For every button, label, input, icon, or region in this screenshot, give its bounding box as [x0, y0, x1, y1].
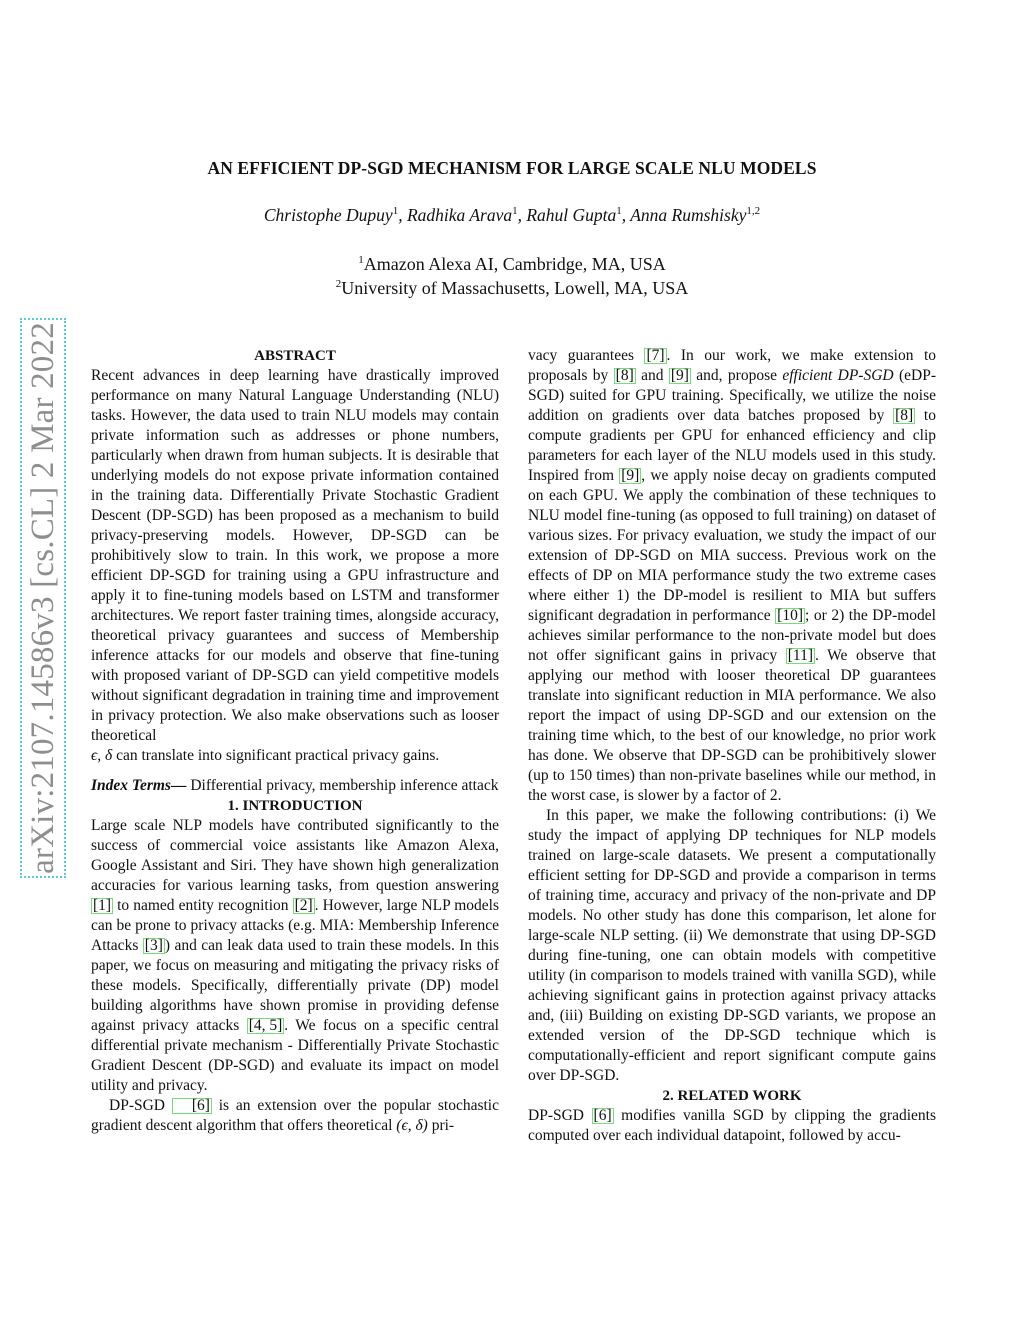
text-run: (eDP-SGD) suited for GPU training. Specifically, we utilize the noise addition on gradients over data batches proposed by	[528, 367, 936, 424]
citation-link[interactable]: [8]	[895, 407, 914, 424]
text-run: to named entity recognition	[113, 897, 293, 914]
introduction-heading: 1. INTRODUCTION	[227, 798, 363, 814]
introduction-paragraph-2	[91, 1096, 499, 1136]
text-run: pri-	[427, 1117, 455, 1134]
abstract-body: Recent advances in deep learning have drastically improved performance on many Natural Language Understanding (NLU) tasks. However, the data used to train NLU models may contain private information such as addresses or phone numbers, particularly when drawn from human subjects. It is desirable that underlying models do not expose private information contained in the training data. Differentially Private Stochastic Gradient Descent (DP-SGD) has been proposed as a mechanism to build privacy-preserving models. However, DP-SGD can be prohibitively slow to train. In this work, we propose a more efficient DP-SGD for training using a GPU infrastructure and apply it to fine-tuning models based on LSTM and transformer architectures. We report faster training times, alongside accuracy, theoretical privacy guarantees and success of Membership inference attacks for our models and observe that fine-tuning with proposed variant of DP-SGD can yield competitive models without significant degradation in training time and improvement in privacy protection. We also make observations such as looser theoretical	[91, 367, 499, 744]
affiliation-1	[0, 254, 1024, 275]
text-run: to compute gradients per GPU for enhanced efficiency and clip parameters for each layer of the NLU models used in this study. Inspired from	[528, 407, 936, 484]
epsilon-delta-expression: (ϵ, δ)	[396, 1117, 428, 1134]
citation-link[interactable]: [1]	[93, 897, 112, 914]
affiliation-2	[0, 278, 1024, 299]
author-affiliation-mark: 1	[616, 205, 622, 218]
text-run: DP-SGD	[109, 1097, 172, 1114]
text-run: . In our work, we make extension to proposals by	[528, 347, 937, 384]
right-paragraph-1	[528, 346, 936, 806]
citation-link[interactable]: [8]	[615, 367, 634, 384]
text-run: ) and can leak data used to train these models. In this paper, we focus on measuring and mitigating the privacy risks of these models. Specifically, differentially private (DP) model building algorithms have shown promise in providing defense against privacy attacks	[91, 937, 499, 1034]
index-terms	[91, 776, 499, 796]
index-terms-text: Differential privacy, membership inference attack	[186, 777, 499, 794]
author-affiliation-mark: 1,2	[746, 205, 761, 218]
author-affiliation-mark: 1	[392, 205, 399, 218]
text-run: DP-SGD	[528, 1107, 592, 1124]
abstract-heading: ABSTRACT	[254, 348, 336, 364]
arxiv-identifier-stamp[interactable]: arXiv:2107.14586v3 [cs.CL] 2 Mar 2022	[20, 318, 66, 878]
citation-link[interactable]: [11]	[787, 647, 813, 664]
paper-title: AN EFFICIENT DP-SGD MECHANISM FOR LARGE SCALE NLU MODELS	[207, 158, 817, 178]
index-terms-label: Index Terms—	[91, 777, 187, 794]
affiliation-number: 2	[335, 278, 342, 290]
text-run: . We observe that applying our method with looser theoretical DP guarantees translate into significant reduction in MIA performance. We also report the impact of using DP-SGD and our extension on the training time which, to the best of our knowledge, no prior work has done. We observe that DP-SGD can be prohibitively slower (up to 150 times) than non-private baselines while our method, in the worst case, is slower by a factor of 2.	[528, 647, 936, 804]
text-run: is an extension over the popular stochastic gradient descent algorithm that offers theoretical	[91, 1097, 499, 1134]
text-run: and	[635, 367, 669, 384]
citation-link[interactable]: [9]	[670, 367, 689, 384]
author-list: Christophe Dupuy$^1$, Radhika Arava$^1$, Rahul Gupta$^1$, Anna Rumshisky$^{1,2}$	[263, 205, 761, 225]
method-name-emphasis: efficient DP-SGD	[782, 367, 894, 384]
introduction-paragraph-1	[91, 816, 499, 1096]
text-run: , we apply noise decay on gradients computed on each GPU. We apply the combination of these techniques to NLU model fine-tuning (as opposed to full training) on dataset of various sizes. For privacy evaluation, we study the impact of our extension of DP-SGD on MIA success. Previous work on the effects of DP on MIA performance study the two extreme cases where either 1) the DP-model is resilient to MIA but suffers significant degradation in performance	[528, 467, 936, 624]
affiliation-text: University of Massachusetts, Lowell, MA, USA	[341, 278, 689, 298]
author-name: Radhika Arava	[406, 205, 513, 225]
text-run: . We focus on a specific central differential private mechanism - Differentially Private Stochastic Gradient Descent (DP-SGD) and evaluate its impact on model utility and privacy.	[91, 1017, 499, 1094]
citation-link[interactable]: [6]	[172, 1098, 212, 1114]
left-column	[91, 346, 499, 1136]
citation-link[interactable]: [2]	[294, 897, 313, 914]
affiliation-text: Amazon Alexa AI, Cambridge, MA, USA	[363, 254, 666, 274]
citation-link[interactable]: [3]	[144, 937, 163, 954]
epsilon-delta-symbols: ϵ, δ	[91, 747, 113, 764]
text-run: . However, large NLP models can be prone to privacy attacks (e.g. MIA: Membership Inference Attacks	[91, 897, 499, 954]
related-work-heading: 2. RELATED WORK	[662, 1088, 802, 1104]
author-name: Christophe Dupuy	[263, 205, 393, 225]
citation-link[interactable]: [10]	[777, 607, 803, 624]
citation-link[interactable]: [7]	[646, 347, 665, 364]
text-run: and, propose	[690, 367, 783, 384]
text-run: ; or 2) the DP-model achieves similar performance to the non-private model but does not offer significant gains in privacy	[528, 607, 936, 664]
citation-link[interactable]: [9]	[621, 467, 640, 484]
abstract-text	[91, 366, 499, 766]
citation-link[interactable]: [4, 5]	[248, 1017, 283, 1034]
contributions-paragraph: In this paper, we make the following contributions: (i) We study the impact of applying DP techniques for NLP models trained on large-scale datasets. We present a computationally efficient setting for DP-SGD and provide a comparison in terms of training time, accuracy and privacy of the non-private and DP models. No other study has done this comparison, let alone for large-scale NLP setting. (ii) We demonstrate that using DP-SGD during fine-tuning, one can obtain models with competitive utility (in comparison to models trained with vanilla SGD), while achieving significant gains in protection against privacy attacks and, (iii) Building on existing DP-SGD variants, we propose an extended version of the DP-SGD technique which is computationally-efficient and report significant compute gains over DP-SGD.	[528, 807, 936, 1084]
right-column	[528, 346, 936, 1146]
text-run: Large scale NLP models have contributed significantly to the success of commercial voice assistants like Amazon Alexa, Google Assistant and Siri. They have shown high generalization accuracies for various learning tasks, from question answering	[91, 817, 499, 894]
abstract-body-end: can translate into significant practical privacy gains.	[112, 747, 440, 764]
text-run: vacy guarantees	[528, 347, 645, 364]
author-affiliation-mark: 1	[512, 205, 518, 218]
author-name: Rahul Gupta	[526, 205, 617, 225]
related-work-paragraph	[528, 1106, 936, 1146]
affiliation-number: 1	[358, 254, 364, 266]
citation-link[interactable]: [6]	[593, 1107, 612, 1124]
text-run: modifies vanilla SGD by clipping the gradients computed over each individual datapoint, followed by accu-	[528, 1107, 937, 1144]
author-name: Anna Rumshisky	[630, 205, 747, 225]
